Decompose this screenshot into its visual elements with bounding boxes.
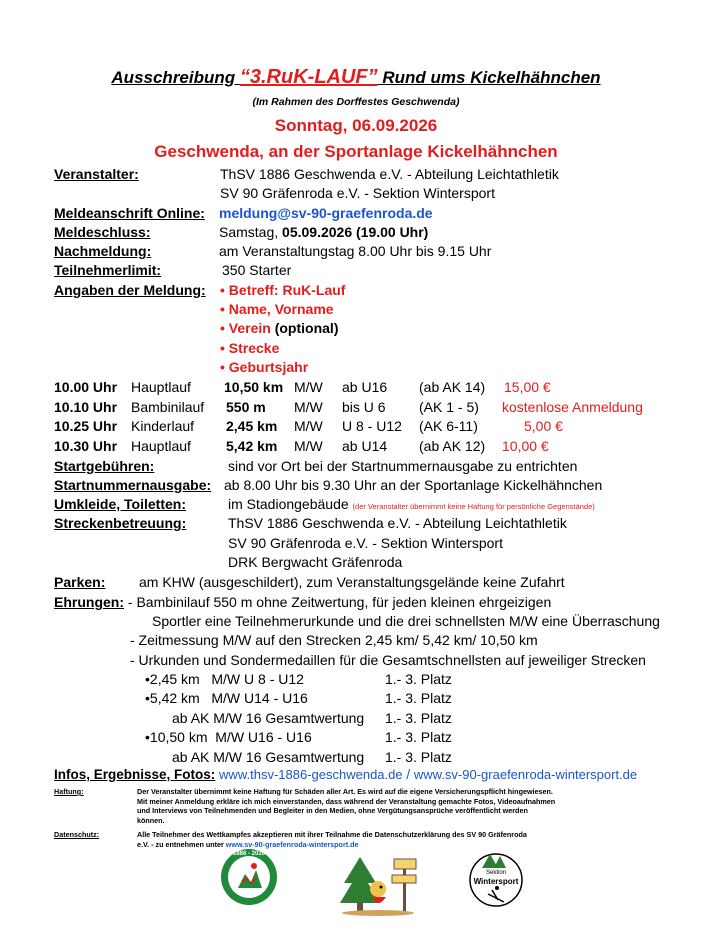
angaben-item-betreff: • Betreff: RuK-Lauf: [220, 282, 346, 298]
umkleide-label: Umkleide, Toiletten:: [54, 496, 186, 512]
logo-text-sektion: Sektion: [485, 870, 506, 876]
link-datenschutz[interactable]: www.sv-90-graefenroda-wintersport.de: [225, 839, 359, 849]
award-places: 1.- 3. Platz: [385, 710, 452, 726]
award-category: •10,50 km M/W U16 - U16: [145, 729, 312, 745]
veranstalter-label: Veranstalter:: [54, 166, 139, 182]
haftung-text: Der Veranstalter übernimmt keine Haftung für Schäden aller Art. Es wird auf die eigene Versicherungspflicht hingewiesen. Mit meiner Anmeldung erkläre ich mich einverstanden, dass während der Veranstaltung gemachte Fotos, Videoaufnahmen und Interviews von Teilnehmenden und Begleiter in den Medien, ohne Vergütungsansprüche veröffentlicht werden können.: [137, 787, 556, 825]
angaben-label: Angaben der Meldung:: [54, 282, 206, 298]
umkleide-value: im Stadiongebäude (der Veranstalter übernimmt keine Haftung für persönliche Gegenstände): [228, 496, 595, 512]
award-category: ab AK M/W 16 Gesamtwertung: [172, 710, 365, 726]
sektion-wintersport-logo: [468, 850, 524, 910]
angaben-item-verein: • Verein (optional): [220, 320, 339, 336]
parken-value: am KHW (ausgeschildert), zum Veranstaltungsgelände keine Zufahrt: [139, 574, 565, 590]
award-places: 1.- 3. Platz: [385, 729, 452, 745]
thsv-logo: [220, 848, 278, 906]
award-places: 1.- 3. Platz: [385, 671, 452, 687]
meldeanschrift-label: Meldeanschrift Online:: [54, 205, 205, 221]
angaben-item-strecke: • Strecke: [220, 340, 280, 356]
kickelhaehnchen-logo: [338, 853, 420, 917]
award-category: ab AK M/W 16 Gesamtwertung: [172, 749, 365, 765]
link-sv90[interactable]: www.sv-90-graefenroda-wintersport.de: [413, 767, 638, 782]
subtitle: (Im Rahmen des Dorffestes Geschwenda): [252, 96, 460, 108]
award-category: •5,42 km M/W U14 - U16: [145, 690, 308, 706]
ehrungen-line4: - Urkunden und Sondermedaillen für die Gesamtschnellsten auf jeweiliger Strecken: [130, 652, 646, 668]
meldeschluss-value: Samstag, 05.09.2026 (19.00 Uhr): [219, 224, 429, 240]
ehrungen-line1: Ehrungen: - Bambinilauf 550 m ohne Zeitwertung, für jeden kleinen ehrgeizigen: [54, 594, 552, 610]
teilnehmerlimit-value: 350 Starter: [222, 262, 292, 278]
document-title: Ausschreibung “3.RuK-LAUF” Rund ums Kickelhähnchen: [111, 66, 601, 88]
event-date: Sonntag, 06.09.2026: [274, 116, 438, 135]
link-thsv[interactable]: www.thsv-1886-geschwenda.de: [219, 767, 403, 782]
logo-years: 1886 - 2026: [232, 851, 266, 857]
event-name: “3.RuK-LAUF”: [239, 66, 378, 88]
infos-line: Infos, Ergebnisse, Fotos: www.thsv-1886-geschwenda.de / www.sv-90-graefenroda-wintersport.de: [54, 767, 638, 782]
ehrungen-line2: Sportler eine Teilnehmerurkunde und die drei schnellsten M/W eine Überraschung: [152, 613, 660, 629]
tree-mascot-icon: [338, 853, 420, 917]
startgebuehren-label: Startgebühren:: [54, 458, 155, 474]
event-location: Geschwenda, an der Sportanlage Kickelhähnchen: [154, 142, 558, 161]
nachmeldung-value: am Veranstaltungstag 8.00 Uhr bis 9.15 Uhr: [219, 243, 492, 259]
veranstalter-line2: SV 90 Gräfenroda e.V. - Sektion Wintersport: [220, 185, 495, 201]
ehrungen-line3: - Zeitmessung M/W auf den Strecken 2,45 km/ 5,42 km/ 10,50 km: [130, 632, 538, 648]
teilnehmerlimit-label: Teilnehmerlimit:: [54, 262, 162, 278]
angaben-item-geburtsjahr: • Geburtsjahr: [220, 359, 309, 375]
award-category: •2,45 km M/W U 8 - U12: [145, 671, 304, 687]
datenschutz-label: Datenschutz:: [54, 830, 100, 839]
parken-label: Parken:: [54, 574, 106, 590]
logo-text-wintersport: Wintersport: [473, 877, 519, 886]
streckenbetreuung-line1: ThSV 1886 Geschwenda e.V. - Abteilung Leichtathletik: [228, 515, 567, 531]
startgebuehren-value: sind vor Ort bei der Startnummernausgabe zu entrichten: [228, 458, 578, 474]
meldeschluss-label: Meldeschluss:: [54, 224, 151, 240]
startnummernausgabe-label: Startnummernausgabe:: [54, 477, 212, 493]
umkleide-note: (der Veranstalter übernimmt keine Haftung für persönliche Gegenstände): [352, 502, 595, 511]
award-places: 1.- 3. Platz: [385, 690, 452, 706]
angaben-item-name: • Name, Vorname: [220, 301, 334, 317]
meldeanschrift-email[interactable]: meldung@sv-90-graefenroda.de: [219, 205, 433, 221]
nachmeldung-label: Nachmeldung:: [54, 243, 152, 259]
haftung-label: Haftung:: [54, 787, 84, 796]
award-places: 1.- 3. Platz: [385, 749, 452, 765]
streckenbetreuung-line2: SV 90 Gräfenroda e.V. - Sektion Wintersport: [228, 535, 503, 551]
streckenbetreuung-line3: DRK Bergwacht Gräfenroda: [228, 554, 403, 570]
datenschutz-text: Alle Teilnehmer des Wettkampfes akzeptieren mit ihrer Teilnahme die Datenschutzerklärung des SV 90 Gräfenroda e.V. - zu entnehmen unter www.sv-90-graefenroda-wintersport.de: [137, 830, 527, 849]
startnummernausgabe-value: ab 8.00 Uhr bis 9.30 Uhr an der Sportanlage Kickelhähnchen: [224, 477, 603, 493]
veranstalter-line1: ThSV 1886 Geschwenda e.V. - Abteilung Leichtathletik: [220, 166, 559, 182]
streckenbetreuung-label: Streckenbetreuung:: [54, 515, 187, 531]
